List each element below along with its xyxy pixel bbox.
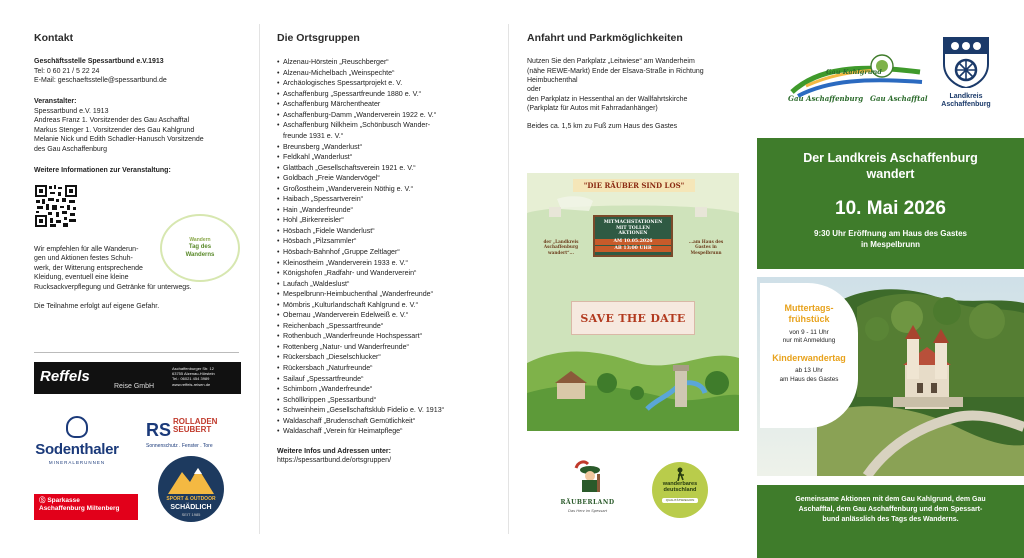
poster-left-line: wandert“...: [548, 249, 574, 255]
directions-line: oder: [527, 86, 542, 94]
column-divider: [508, 24, 509, 534]
stamp-line: Wanderns: [185, 252, 215, 259]
directions-walk: Beides ca. 1,5 km zu Fuß zum Haus des Gastes: [527, 122, 678, 130]
kinder-time-1: ab 13 Uhr: [795, 367, 823, 375]
group-list-item: • Großostheim „Wanderverein Nöthig e. V.“: [277, 184, 487, 195]
directions-line: Heimbuchenthal: [527, 77, 578, 85]
more-info-label: Weitere Informationen zur Veranstaltung:: [34, 167, 171, 175]
event-headline-1: Der Landkreis Aschaffenburg: [803, 151, 978, 165]
footer-line: bund anlässlich des Tags des Wanderns.: [822, 516, 959, 524]
reffels-address: [172, 366, 215, 387]
rs-sub: Sonnenschutz . Fenster . Tore: [146, 443, 213, 450]
directions-line: den Parkplatz in Hessenthal an der Wallfahrtskirche: [527, 95, 688, 103]
hiker-icon: [672, 467, 688, 481]
advice-line: Kleidung, eventuell eine kleine: [34, 274, 129, 282]
group-list-item: • Glattbach „Gesellschaftsverein 1921 e. V.“: [277, 163, 487, 174]
advice-line: Wir empfehlen für alle Wanderun-: [34, 245, 139, 253]
group-list-item: • Hohl „Birkenreisler“: [277, 215, 487, 226]
rs-name: [173, 418, 217, 434]
footer-line: Gemeinsame Aktionen mit dem Gau Kahlgrund, dem Gau: [795, 496, 986, 503]
group-list-item: • Hösbach „Fidele Wanderlust“: [277, 226, 487, 237]
sparkasse-line-1: [39, 497, 133, 505]
column-divider: [259, 24, 260, 534]
schaedlich-line-3: SEIT 1985: [181, 512, 201, 517]
event-headline-2: wandert: [866, 167, 915, 182]
group-list-item: • Mespelbrunn-Heimbuchenthal „Wanderfreunde“: [277, 289, 487, 300]
board-line: MITMACHSTATIONEN: [603, 220, 663, 225]
sparkasse-s-icon: Ⓢ: [39, 497, 48, 504]
groups-column: [277, 31, 487, 466]
wd-line-1: wanderbares: [662, 481, 698, 487]
group-list-item: • Mömbris „Kulturlandschaft Kahlgrund e. V.“: [277, 300, 487, 311]
group-list-item: • Goldbach „Freie Wandervögel“: [277, 173, 487, 184]
group-list-item: • Haibach „Spessartverein“: [277, 194, 487, 205]
sodenthaler-name: Sodenthaler: [35, 441, 119, 458]
gau-aschaffenburg: Gau Aschaffenburg: [788, 94, 864, 103]
groups-more-url[interactable]: https://spessartbund.de/ortsgruppen/: [277, 457, 392, 465]
group-list-item: • Rückersbach „Naturfreunde“: [277, 363, 487, 374]
group-list-item: • Archäologisches Spessartprojekt e. V.: [277, 78, 487, 89]
group-list-item: • Hösbach „Pilzsammler“: [277, 236, 487, 247]
event-time: [757, 228, 1024, 250]
organizer-line: Spessartbund e.V. 1913: [34, 107, 109, 115]
rolladen-seubert-logo: [146, 418, 226, 450]
office-phone: Tel: 0 60 21 / 5 22 24: [34, 67, 100, 75]
organizer-line: Melanie Nick und Edith Schadler-Hanusch Vorsitzende: [34, 136, 204, 144]
groups-title: Die Ortsgruppen: [277, 32, 360, 44]
organizer-line: Andreas Franz 1. Vorsitzender des Gau Aschafftal: [34, 117, 190, 125]
wd-sub: QUALITÄTSREGION: [662, 498, 698, 503]
muttertag-time-2: nur mit Anmeldung: [782, 337, 836, 345]
group-list-item: freunde 1931 e. V.“: [283, 132, 344, 140]
board-date: AM 10.05.2026: [595, 239, 671, 245]
board-line: AKTIONEN: [618, 231, 648, 237]
schaedlich-logo: [158, 456, 224, 522]
groups-more-label: Weitere Infos und Adressen unter:: [277, 447, 391, 455]
reffels-address-line: Aschaffenburger Str. 12: [172, 366, 214, 371]
group-list-item: • Hösbach-Bahnhof „Gruppe Zeltlager“: [277, 247, 487, 258]
group-list-item: • Rothenbuch „Wanderfreunde Hochspessart“: [277, 331, 487, 342]
raeuberland-logo: [550, 460, 625, 513]
reffels-address-line: www.reffels-reisen.de: [172, 381, 211, 387]
poster-left-line: der „Landkreis: [543, 239, 579, 244]
reffels-address-line: Tel.: 06021 454 3989: [172, 376, 210, 382]
group-list-item: • Laufach „Waldeslust“: [277, 279, 487, 290]
directions-line: (Parkplatz für Autos mit Fahrradanhänger): [527, 105, 658, 113]
qr-code[interactable]: [34, 184, 78, 228]
group-list-item: • Aschaffenburg Nilkheim „Schönbusch Wander-: [277, 120, 487, 131]
advice-line: werk, der Witterung entsprechende: [34, 264, 143, 272]
gau-aschafftal: Gau Aschafftal: [870, 94, 928, 103]
board-line: MIT TOLLEN: [616, 225, 650, 231]
group-list-item: • Feldkahl „Wanderlust“: [277, 152, 487, 163]
group-list-item: • Schöllkrippen „Spessartbund“: [277, 395, 487, 406]
wd-line-2: deutschland: [663, 487, 697, 494]
group-list-item: • Waldaschaff „Brudenschaft Gemütlichkeit“: [277, 416, 487, 427]
directions-title: Anfahrt und Parkmöglichkeiten: [527, 32, 683, 44]
group-list-item: • Breunsberg „Wanderlust“: [277, 142, 487, 153]
directions-line: (nähe REWE-Markt) Ende der Elsava-Straße in Richtung: [527, 67, 704, 75]
kinder-title: Kinderwandertag: [772, 352, 846, 363]
stamp-line: Tag des: [188, 244, 212, 251]
organizer-line: Markus Stenger 1. Vorsitzender des Gau Kahlgrund: [34, 126, 195, 134]
group-list-item: • Aschaffenburg „Spessartfreunde 1880 e. V.“: [277, 89, 487, 100]
schaedlich-line-2: SCHÄDLICH: [170, 504, 212, 511]
group-list-item: • Rückersbach „Dieselschlucker“: [277, 352, 487, 363]
group-list-item: • Sailauf „Spessartfreunde“: [277, 374, 487, 385]
office-name: Geschäftsstelle Spessartbund e.V.1913: [34, 58, 164, 66]
muttertag-line-1: Muttertags-: [784, 303, 834, 313]
group-list-item: • Kleinostheim „Wanderverein 1933 e. V.“: [277, 258, 487, 269]
rs-name-2: SEUBERT: [173, 425, 212, 434]
landkreis-line-1: Landkreis: [949, 93, 983, 101]
office-email[interactable]: E-Mail: geschaeftsstelle@spessartbund.de: [34, 77, 167, 85]
wd-name: [652, 481, 708, 493]
event-time-1: 9:30 Uhr Eröffnung am Haus des Gastes: [814, 229, 967, 238]
offers-bubble: [760, 283, 858, 428]
organizer-label: Veranstalter:: [34, 98, 77, 106]
save-the-date: SAVE THE DATE: [571, 301, 695, 335]
stamp-line: Wandern: [189, 236, 211, 243]
muttertag-title: [760, 303, 858, 325]
poster-left-text: [533, 239, 589, 255]
advice-line: Rucksackverpflegung und Getränke für unterwegs.: [34, 283, 192, 291]
sodenthaler-crest-icon: [66, 416, 88, 438]
poster-right-line: Mespelbrunn: [690, 249, 722, 255]
group-list-item: • Reichenbach „Spessartfreunde“: [277, 321, 487, 332]
mountain-icon: [168, 466, 214, 494]
sparkasse-line-2: Aschaffenburg Miltenberg: [39, 505, 120, 513]
group-list-item: • Königshofen „Radfahr- und Wanderverein“: [277, 268, 487, 279]
raeuberland-sub: Das Herz im Spessart: [568, 507, 607, 513]
event-date: 10. Mai 2026: [835, 198, 946, 219]
group-list-item: • Rottenberg „Natur- und Wanderfreunde“: [277, 342, 487, 353]
group-list-item: • Hain „Wanderfreunde“: [277, 205, 487, 216]
group-list-item: • Alzenau-Hörstein „Reuschberger“: [277, 57, 487, 68]
poster-right-line: Gastes in: [695, 244, 717, 250]
poster-right-text: [677, 239, 735, 255]
raeuberland-figure-icon: [568, 460, 608, 496]
gau-logos: [788, 54, 928, 110]
group-list-item: • Obernau „Wanderverein Edelweiß e. V.“: [277, 310, 487, 321]
footer-panel: [757, 485, 1024, 558]
group-list-item: • Alzenau-Michelbach „Weinspechte“: [277, 68, 487, 79]
landkreis-name: [940, 93, 992, 109]
gau-kahlgrund: Gau Kahlgrund: [826, 68, 882, 76]
event-header-panel: [757, 138, 1024, 269]
sodenthaler-sub: MINERALBRUNNEN: [48, 460, 106, 466]
board-time: AB 13:00 UHR: [595, 246, 671, 252]
landkreis-logo: [940, 36, 992, 110]
event-headline: [757, 150, 1024, 183]
group-list-item: • Schimborn „Wanderfreunde“: [277, 384, 487, 395]
disclaimer: Die Teilnahme erfolgt auf eigene Gefahr.: [34, 303, 160, 311]
sparkasse-name: Sparkasse: [47, 497, 80, 504]
schaedlich-line-1: SPORT & OUTDOOR: [166, 496, 216, 502]
event-poster: [527, 173, 739, 431]
contact-title: Kontakt: [34, 32, 74, 44]
organizer-line: des Gau Aschaffenburg: [34, 145, 108, 153]
group-list-item: • Aschaffenburg-Damm „Wanderverein 1922 e. V.“: [277, 110, 487, 121]
sponsor-divider: [34, 352, 239, 353]
group-list-item: • Aschaffenburg Märchentheater: [277, 99, 487, 110]
rs-name-1: ROLLADEN: [173, 417, 218, 426]
landkreis-coat-of-arms-icon: [940, 36, 992, 88]
groups-list: [277, 57, 487, 437]
muttertag-line-2: frühstück: [788, 313, 830, 324]
group-list-item: • Schweinheim „Gesellschaftsklub Fidelio e. V. 1913“: [277, 405, 487, 416]
advice-line: gen und Aktionen festes Schuh-: [34, 255, 133, 263]
muttertag-time-1: von 9 - 11 Uhr: [789, 328, 829, 336]
group-list-item: • Waldaschaff „Verein für Heimatpflege“: [277, 426, 487, 437]
footer-line: Aschafftal, dem Gau Aschaffenburg und dem Spessart-: [798, 506, 983, 514]
wanderbares-deutschland-logo: [652, 462, 708, 518]
kinder-time-2: am Haus des Gastes: [779, 375, 839, 383]
poster-board: [593, 215, 673, 257]
directions-column: [527, 31, 737, 131]
reffels-sub: Reise GmbH: [114, 383, 155, 390]
tag-des-wanderns-stamp: [160, 214, 240, 282]
landkreis-line-2: Aschaffenburg: [941, 101, 991, 109]
poster-left-line: Aschaffenburg: [543, 244, 579, 250]
reffels-logo: [34, 362, 241, 394]
raeuberland-name: RÄUBERLAND: [560, 499, 615, 507]
poster-banner: "DIE RÄUBER SIND LOS": [573, 179, 695, 192]
sodenthaler-logo: [34, 416, 120, 466]
rs-mark: RS: [146, 420, 172, 440]
poster-right-line: ...am Haus des: [688, 239, 724, 244]
reffels-name: Reffels: [40, 368, 90, 385]
directions-line: Nutzen Sie den Parkplatz „Leitwiese“ am Wanderheim: [527, 58, 695, 66]
reffels-address-line: 63755 Alzenau-Hörstein: [172, 371, 215, 377]
sparkasse-logo: [34, 494, 138, 520]
event-time-2: in Mespelbrunn: [860, 240, 921, 250]
